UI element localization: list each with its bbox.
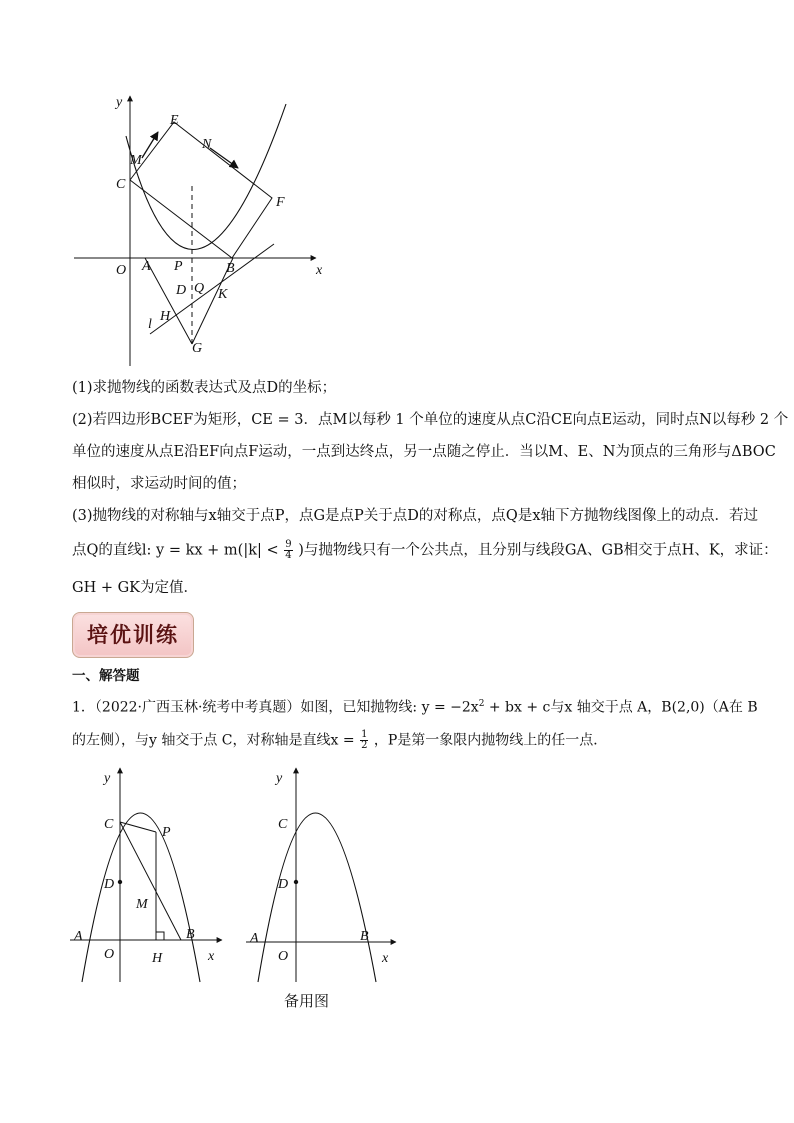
- label-c: C: [278, 817, 288, 832]
- label-x: x: [208, 949, 215, 964]
- fraction-nine-fourths: [284, 540, 292, 561]
- label-p: P: [162, 825, 171, 840]
- figure-caption: 备用图: [284, 992, 330, 1010]
- question-2-line-1: (2)若四边形BCEF为矩形，CE = 3．点M以每秒 1 个单位的速度从点C沿CE向点E运动，同时点N以每秒 2 个: [72, 412, 789, 428]
- exercise-1-line-2-post: ，P是第一象限内抛物线上的任一点．: [373, 732, 608, 749]
- label-g: G: [192, 341, 203, 356]
- label-o: O: [116, 263, 127, 278]
- label-d: D: [104, 877, 115, 892]
- label-a: A: [142, 259, 151, 274]
- label-q: Q: [194, 281, 205, 296]
- question-3-line-3: GH + GK为定值．: [72, 580, 199, 596]
- label-x: x: [382, 951, 389, 966]
- exercise-1-line-1-post: + bx + c与x 轴交于点 A，B(2,0)（A在 B: [484, 699, 758, 716]
- figure-1-diagram: [60, 88, 350, 368]
- exercise-1-line-1-pre: 1．（2022·广西玉林·统考中考真题）如图，已知抛物线: y = −2x: [72, 699, 479, 716]
- label-b: B: [226, 261, 235, 276]
- label-o: O: [278, 949, 289, 964]
- exercise-1-line-2-pre: 的左侧），与y 轴交于点 C，对称轴是直线x =: [72, 732, 355, 749]
- label-a: A: [74, 929, 83, 944]
- label-f: F: [276, 195, 285, 210]
- fraction-denominator: 2: [361, 740, 368, 751]
- fraction-one-half: [360, 730, 368, 751]
- label-y: y: [116, 95, 123, 110]
- figure-3-diagram: [240, 762, 410, 984]
- parabola: [126, 104, 286, 249]
- segment-cb: [120, 822, 181, 940]
- question-2-line-3: 相似时，求运动时间的值；: [72, 476, 246, 492]
- figure-2-diagram: [64, 762, 234, 984]
- right-angle-mark: [156, 932, 164, 940]
- question-3-line-1: (3)抛物线的对称轴与x轴交于点P，点G是点P关于点D的对称点，点Q是x轴下方抛物线图像上的动点．若过: [72, 508, 758, 524]
- banner-title: 培优训练: [87, 622, 179, 647]
- label-a: A: [250, 931, 259, 946]
- label-c: C: [104, 817, 114, 832]
- question-3-line-2-post: )与抛物线只有一个公共点，且分别与线段GA、GB相交于点H、K，求证：: [298, 542, 778, 559]
- label-l: l: [148, 317, 152, 332]
- fraction-denominator: 4: [285, 550, 292, 561]
- label-d: D: [278, 877, 289, 892]
- segment-ga: [145, 258, 192, 344]
- question-3-line-2-pre: 点Q的直线l: y = kx + m(|k| <: [72, 542, 279, 559]
- question-1: (1)求抛物线的函数表达式及点D的坐标；: [72, 380, 337, 396]
- label-n: N: [202, 137, 212, 152]
- label-m: M: [136, 897, 148, 912]
- point-d: [294, 880, 298, 884]
- exponent: 2: [478, 699, 485, 709]
- section-banner: [72, 612, 194, 658]
- question-3-line-2: [72, 540, 778, 561]
- label-d: D: [176, 283, 187, 298]
- point-d: [118, 880, 122, 884]
- label-h: H: [152, 951, 163, 966]
- label-p: P: [174, 259, 183, 274]
- label-y: y: [276, 771, 283, 786]
- label-y: y: [104, 771, 111, 786]
- fraction-numerator: 1: [361, 729, 368, 740]
- label-e: E: [170, 113, 179, 128]
- arrow-n: [210, 148, 238, 168]
- parabola: [258, 813, 376, 982]
- section-heading: 一、解答题: [72, 668, 140, 684]
- segment-cp: [120, 822, 156, 832]
- label-k: K: [218, 287, 228, 302]
- fraction-numerator: 9: [285, 539, 292, 550]
- exercise-1-line-2: [72, 730, 607, 751]
- label-x: x: [316, 263, 323, 278]
- label-o: O: [104, 947, 115, 962]
- label-b: B: [186, 927, 195, 942]
- label-m: M: [130, 153, 142, 168]
- exercise-1-line-1: [72, 694, 758, 718]
- question-2-line-2: 单位的速度从点E沿EF向点F运动，一点到达终点，另一点随之停止．当以M、E、N为顶点的三角形与ΔBOC: [72, 444, 776, 460]
- label-c: C: [116, 177, 126, 192]
- label-b: B: [360, 929, 369, 944]
- label-h: H: [160, 309, 171, 324]
